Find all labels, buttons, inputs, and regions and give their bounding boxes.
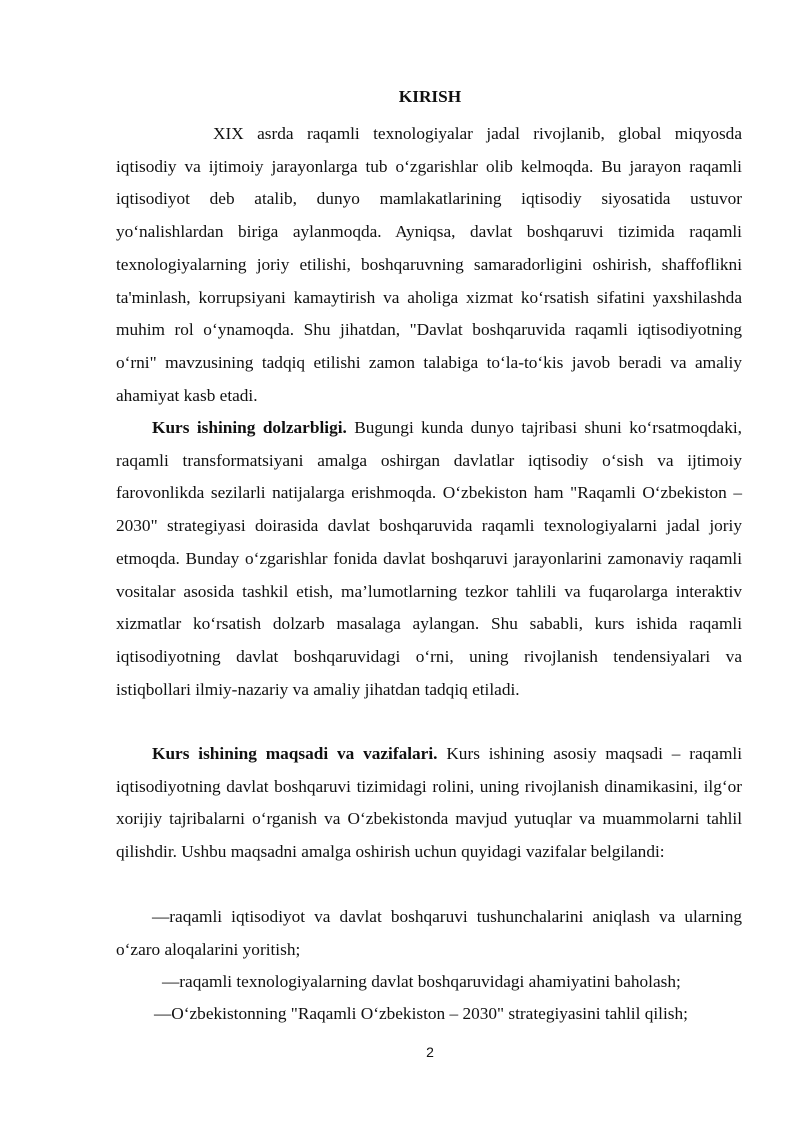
goals-paragraph xyxy=(116,738,742,869)
page-number: 2 xyxy=(426,1044,434,1060)
relevance-text: Bugungi kunda dunyo tajribasi shuni ko‘rsatmoqdaki, raqamli transformatsiyani amalga oshirgan davlatlar iqtisodiy o‘sish va ijtimoiy farovonlikda sezilarli natijalarga erishmoqda. O‘zbekiston ham "Raqamli O‘zbekiston – 2030" strategiyasi doirasida davlat boshqaruvida raqamli texnologiyalarni jadal joriy etmoqda. Bunday o‘zgarishlar fonida davlat boshqaruvi jarayonlarini zamonaviy raqamli vositalar asosida tashkil etish, ma’lumotlarning tezkor tahlili va fuqarolarga interaktiv xizmatlar ko‘rsatish dolzarb masalaga aylangan. Shu sababli, kurs ishida raqamli iqtisodiyotning davlat boshqaruvidagi o‘rni, uning rivojlanish tendensiyalari va istiqbollari ilmiy-nazariy va amaliy jihatdan tadqiq etiladi. xyxy=(116,418,742,699)
goals-text: Kurs ishining asosiy maqsadi – raqamli iqtisodiyotning davlat boshqaruvi tizimidagi rolini, uning rivojlanish dinamikasini, ilg‘or xorijiy tajribalarni o‘rganish va O‘zbekistonda mavjud yutuqlar va muammolarni tahlil qilishdir. Ushbu maqsadni amalga oshirish uchun quyidagi vazifalar belgilandi: xyxy=(116,744,742,862)
task-list-item: —O‘zbekistonning "Raqamli O‘zbekiston – 2030" strategiyasini tahlil qilish; xyxy=(154,1004,688,1023)
goals-heading: Kurs ishining maqsadi va vazifalari. xyxy=(152,744,438,763)
task-list-item: —raqamli texnologiyalarning davlat boshqaruvidagi ahamiyatini baholash; xyxy=(162,972,681,991)
relevance-paragraph xyxy=(116,412,742,706)
intro-paragraph: XIX asrda raqamli texnologiyalar jadal rivojlanib, global miqyosda iqtisodiy va ijtimoiy jarayonlarga tub o‘zgarishlar olib kelmoqda. Bu jarayon raqamli iqtisodiyot deb atalib, dunyo mamlakatlarining iqtisodiy siyosatida ustuvor yo‘nalishlardan biriga aylanmoqda. Ayniqsa, davlat boshqaruvi tizimida raqamli texnologiyalarning joriy etilishi, boshqaruvning samaradorligini oshirish, shaffoflikni ta'minlash, korrupsiyani kamaytirish va aholiga xizmat ko‘rsatish sifatini yaxshilashda muhim rol o‘ynamoqda. Shu jihatdan, "Davlat boshqaruvida raqamli iqtisodiyotning o‘rni" mavzusining tadqiq etilishi zamon talabiga to‘la-to‘kis javob beradi va amaliy ahamiyat kasb etadi. xyxy=(116,124,742,405)
task-list-item: —raqamli iqtisodiyot va davlat boshqaruvi tushunchalarini aniqlash va ularning o‘zaro aloqalarini yoritish; xyxy=(116,907,742,959)
relevance-heading: Kurs ishining dolzarbligi. xyxy=(152,418,347,437)
page-title: KIRISH xyxy=(398,87,462,106)
